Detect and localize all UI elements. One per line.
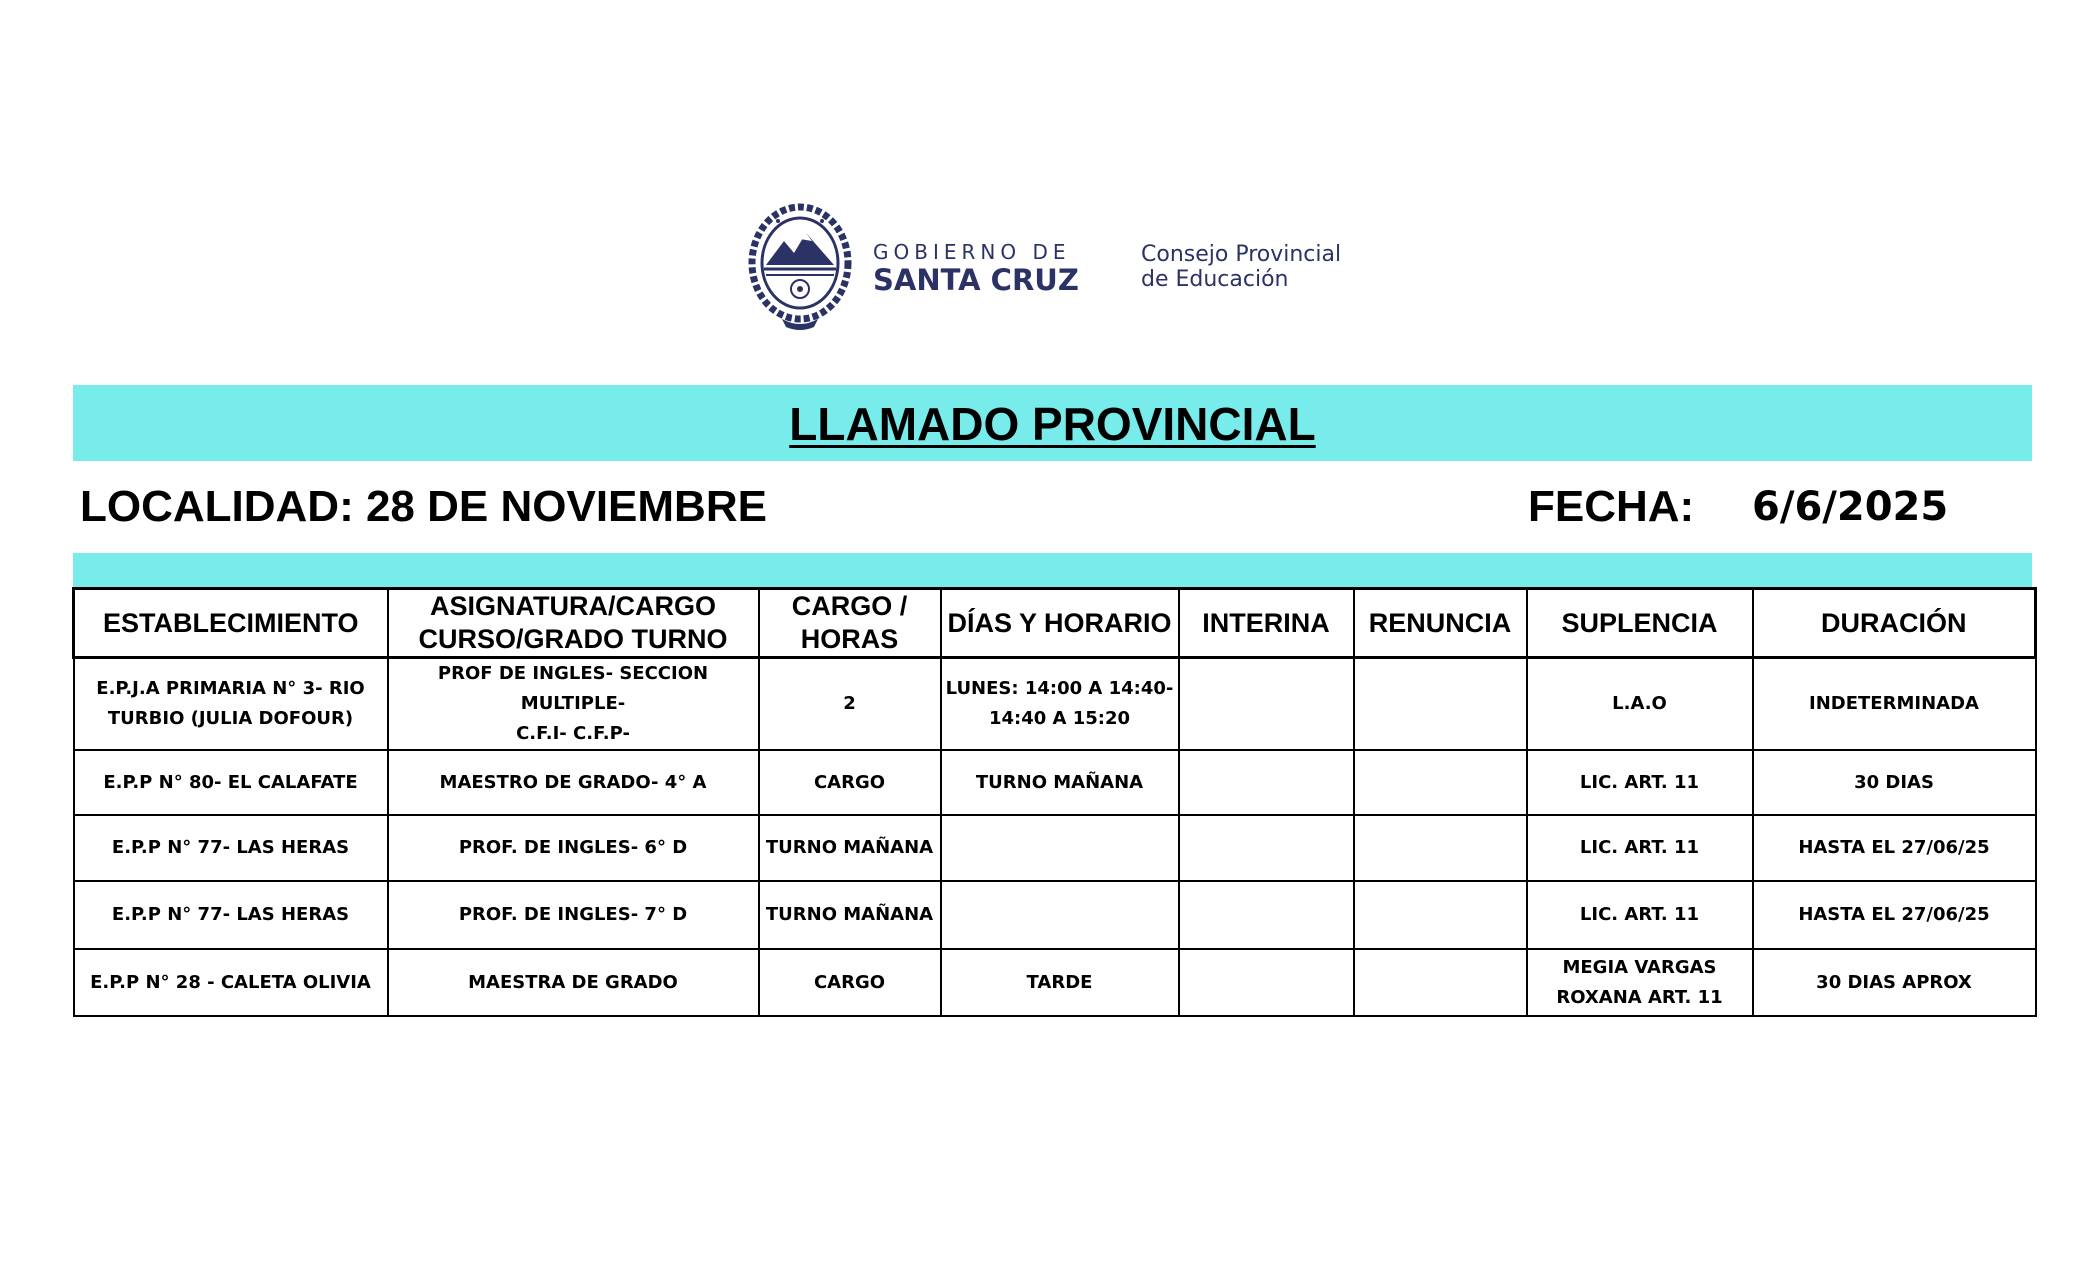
header-establecimiento <box>74 589 388 658</box>
header-interina <box>1179 589 1354 658</box>
cell-text: TURNO MAÑANA <box>765 837 934 858</box>
cell-asignatura <box>388 949 759 1016</box>
provincial-seal-icon <box>748 203 852 333</box>
table-body <box>74 658 2036 1017</box>
header-text: CARGO / <box>791 591 908 621</box>
cell-text: CARGO <box>813 971 886 993</box>
cell-text: PROF. DE INGLES- 7° D <box>458 904 688 925</box>
cell-suplencia <box>1527 658 1753 751</box>
cell-text: TARDE <box>1026 971 1093 993</box>
cell-text: MAESTRA DE GRADO <box>468 971 678 993</box>
cell-text: 14:40 A 15:20 <box>988 708 1131 729</box>
cell-text: L.A.O <box>1612 693 1667 714</box>
cell-text: E.P.P N° 77- LAS HERAS <box>111 904 350 925</box>
cell-duracion <box>1753 658 2036 751</box>
header-text: DURACIÓN <box>1821 607 1967 638</box>
cell-text: 30 DIAS <box>1854 771 1934 793</box>
cell-establecimiento <box>74 815 388 881</box>
cell-dias-horario <box>941 881 1179 949</box>
cell-text: CARGO <box>813 771 886 793</box>
cell-dias-horario <box>941 815 1179 881</box>
cell-establecimiento <box>74 750 388 815</box>
localidad-label: LOCALIDAD: 28 DE NOVIEMBRE <box>80 482 767 531</box>
table-row <box>74 658 2036 751</box>
consejo-line1: Consejo Provincial <box>1141 242 1342 267</box>
separator-band <box>73 553 2032 587</box>
cell-duracion <box>1753 949 2036 1016</box>
cell-text: E.P.J.A PRIMARIA N° 3- RIO <box>96 678 365 699</box>
cell-text: PROF DE INGLES- SECCION MULTIPLE- <box>437 663 709 714</box>
header-text: DÍAS Y HORARIO <box>947 607 1172 638</box>
cell-suplencia <box>1527 881 1753 949</box>
cell-interina <box>1179 815 1354 881</box>
header-text: CURSO/GRADO TURNO <box>418 624 728 654</box>
page-title: LLAMADO PROVINCIAL <box>789 398 1316 450</box>
cell-asignatura <box>388 881 759 949</box>
header-text: ASIGNATURA/CARGO <box>430 591 716 621</box>
cell-dias-horario <box>941 750 1179 815</box>
cell-text: MEGIA VARGAS <box>1562 956 1717 978</box>
cell-renuncia <box>1354 658 1527 751</box>
cell-interina <box>1179 750 1354 815</box>
cell-text: 2 <box>843 693 856 714</box>
cell-cargo-horas <box>759 949 941 1016</box>
header-logo <box>748 203 1368 333</box>
cell-suplencia <box>1527 815 1753 881</box>
cell-text: ROXANA ART. 11 <box>1556 986 1723 1008</box>
header-cargo-horas <box>759 589 941 658</box>
cell-asignatura <box>388 658 759 751</box>
gov-line2: SANTA CRUZ <box>873 263 1079 297</box>
cell-text: LIC. ART. 11 <box>1579 771 1700 793</box>
table-header-row <box>74 589 2036 658</box>
cell-text: E.P.P N° 80- EL CALAFATE <box>103 771 358 793</box>
fecha-label: FECHA: <box>1528 482 1695 531</box>
cell-text: 30 DIAS APROX <box>1816 971 1972 993</box>
cell-text: TURBIO (JULIA DOFOUR) <box>107 708 354 729</box>
cell-renuncia <box>1354 881 1527 949</box>
cell-text: E.P.P N° 77- LAS HERAS <box>111 837 350 858</box>
header-renuncia <box>1354 589 1527 658</box>
cell-interina <box>1179 949 1354 1016</box>
cell-text: LIC. ART. 11 <box>1579 904 1700 925</box>
cell-text: PROF. DE INGLES- 6° D <box>458 837 688 858</box>
cell-text: TURNO MAÑANA <box>975 771 1144 793</box>
table-row <box>74 815 2036 881</box>
cell-text: C.F.I- C.F.P- <box>516 723 630 744</box>
header-asignatura <box>388 589 759 658</box>
header-text: ESTABLECIMIENTO <box>102 607 359 638</box>
vacancy-table <box>72 587 2037 1017</box>
header-duracion <box>1753 589 2036 658</box>
cell-text: TURNO MAÑANA <box>765 904 934 925</box>
header-text: SUPLENCIA <box>1561 607 1718 638</box>
cell-duracion <box>1753 881 2036 949</box>
consejo-label <box>1141 242 1341 292</box>
fecha-value: 6/6/2025 <box>1752 484 1949 530</box>
cell-text: HASTA EL 27/06/25 <box>1798 837 1990 858</box>
header-suplencia <box>1527 589 1753 658</box>
table-row <box>74 881 2036 949</box>
cell-establecimiento <box>74 658 388 751</box>
cell-dias-horario <box>941 658 1179 751</box>
table-row <box>74 949 2036 1016</box>
title-band <box>73 385 2032 461</box>
table-row <box>74 750 2036 815</box>
cell-cargo-horas <box>759 881 941 949</box>
cell-renuncia <box>1354 750 1527 815</box>
cell-cargo-horas <box>759 815 941 881</box>
cell-suplencia <box>1527 750 1753 815</box>
cell-asignatura <box>388 750 759 815</box>
cell-cargo-horas <box>759 750 941 815</box>
cell-interina <box>1179 658 1354 751</box>
gov-line1: GOBIERNO DE <box>873 240 1071 264</box>
cell-text: LUNES: 14:00 A 14:40- <box>945 678 1174 699</box>
cell-text: HASTA EL 27/06/25 <box>1798 904 1990 925</box>
cell-text: INDETERMINADA <box>1809 693 1979 714</box>
cell-duracion <box>1753 750 2036 815</box>
cell-suplencia <box>1527 949 1753 1016</box>
cell-text: MAESTRO DE GRADO- 4° A <box>439 771 707 793</box>
cell-text: LIC. ART. 11 <box>1579 837 1700 858</box>
header-dias-horario <box>941 589 1179 658</box>
cell-establecimiento <box>74 949 388 1016</box>
cell-establecimiento <box>74 881 388 949</box>
cell-duracion <box>1753 815 2036 881</box>
cell-text: E.P.P N° 28 - CALETA OLIVIA <box>90 971 371 993</box>
header-text: INTERINA <box>1202 607 1330 638</box>
cell-interina <box>1179 881 1354 949</box>
header-text: RENUNCIA <box>1368 607 1512 638</box>
cell-dias-horario <box>941 949 1179 1016</box>
cell-asignatura <box>388 815 759 881</box>
cell-renuncia <box>1354 949 1527 1016</box>
cell-renuncia <box>1354 815 1527 881</box>
header-text: HORAS <box>800 624 899 654</box>
consejo-line2: de Educación <box>1141 267 1289 292</box>
cell-cargo-horas <box>759 658 941 751</box>
